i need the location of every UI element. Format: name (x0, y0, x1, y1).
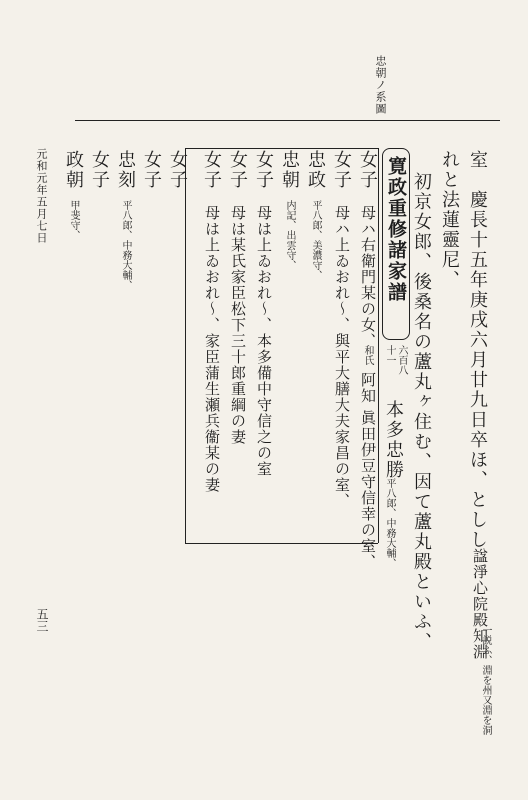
gen-col6-name: 女子 (227, 150, 248, 190)
running-title: 忠朝ノ系圖 (374, 55, 387, 115)
main-line-1: 室 慶長十五年庚戌六月廿九日卒ほ、としし (467, 150, 488, 550)
main-line-3: 初京女郎、後桑名の蘆丸ヶ住む、因て蘆丸殿といふ、 (411, 172, 432, 652)
gen-col3-note: 平八郎、美濃守、 (310, 200, 321, 280)
gen-col7-text: 母は上ゐおれ〜、家臣蒲生瀬兵衞某の妻 (203, 205, 221, 493)
bracket-line-2 (185, 148, 186, 543)
kansei-title: 寛政重修諸家譜 (385, 156, 407, 303)
main-line-1-note: 一説ふ、淵を州又淵を洞 (480, 625, 491, 735)
gen-col9-name: 女子 (141, 150, 162, 190)
page-number: 五三 (35, 608, 49, 632)
gen-col1-text2: 阿知 眞田伊豆守信幸の室、 (359, 372, 377, 570)
gen-col3-name: 忠政 (305, 150, 326, 190)
gen-col12-name: 政朝 (63, 150, 84, 190)
footer-date: 元和元年五月七日 (35, 148, 48, 244)
gen-col12-note: 甲斐守、 (68, 200, 79, 240)
gen-col4-name: 忠朝 (279, 150, 300, 190)
gen-col2-name: 女子 (331, 150, 352, 190)
bracket-line-1 (378, 148, 379, 543)
gen-col1-note: 和氏 (362, 345, 373, 365)
kansei-person-note: 平八郎、中務大輔、 (384, 478, 395, 568)
kansei-person: 本多忠勝 (383, 400, 404, 480)
gen-col1-text: 母ハ右衛門某の女、 (359, 205, 377, 349)
gen-col10-name: 忠刻 (115, 150, 136, 190)
bracket-bottom (185, 543, 378, 544)
gen-col1-name: 女子 (357, 150, 378, 190)
gen-col11-name: 女子 (89, 150, 110, 190)
kansei-vol2: 十一 (384, 345, 395, 365)
bracket-top (185, 148, 378, 149)
gen-col4-note: 内記、出雲守、 (284, 200, 295, 270)
gen-col7-name: 女子 (201, 150, 222, 190)
gen-col2-text: 母ハ上ゐおれ〜、與平大膳大夫家昌の室、 (333, 205, 351, 509)
top-rule (75, 120, 500, 121)
main-line-2: れと法蓮靈尼、 (439, 150, 460, 290)
gen-col8-name: 女子 (167, 150, 188, 190)
main-line-1-tail: 諡淨心院殿知淵 (471, 548, 489, 660)
gen-col5-text: 母は上ゐおれ〜、本多備中守信之の室 (255, 205, 273, 477)
gen-col10-note: 平八郎、中務大輔、 (120, 200, 131, 290)
kansei-vol: 六百八 (396, 345, 407, 375)
gen-col6-text: 母は某氏家臣松下三十郎重綱の妻 (229, 205, 247, 445)
gen-col5-name: 女子 (253, 150, 274, 190)
